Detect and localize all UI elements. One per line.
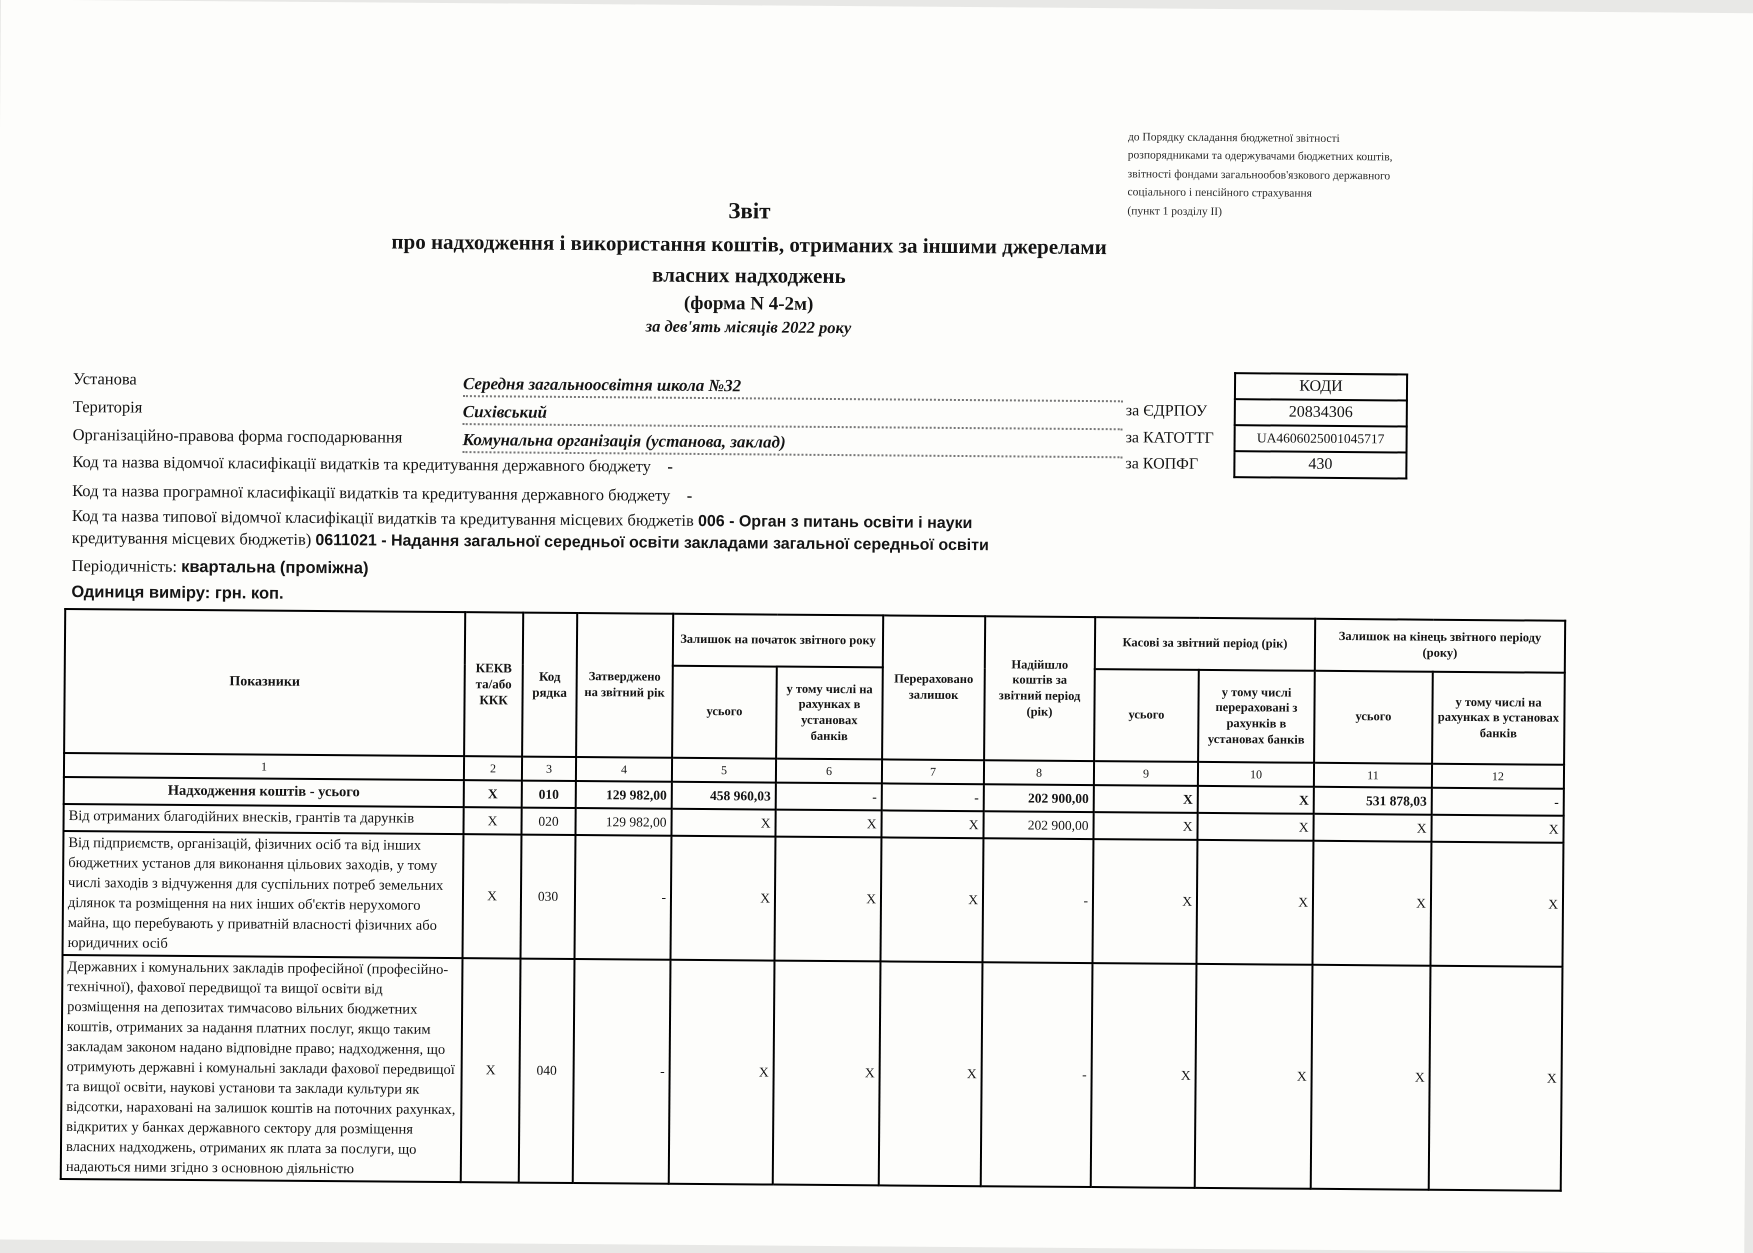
code-line-value: - [686, 485, 693, 505]
table-cell: X [1429, 966, 1563, 1191]
kekv-cell: X [461, 958, 521, 1182]
table-cell: X [775, 810, 881, 838]
col-header-kekv: КЕКВ та/або ККК [464, 612, 523, 756]
row-code-cell: 040 [519, 959, 575, 1183]
subcol-transferred-banks: у тому числі перераховані з рахунків в установах банків [1198, 670, 1315, 763]
col-num: 1 [64, 753, 464, 780]
col-num: 12 [1432, 764, 1564, 789]
subcol-total-end: усього [1314, 671, 1433, 764]
col-header-transferred: Перераховано залишок [882, 615, 985, 760]
table-cell: X [1198, 786, 1314, 814]
indicator-cell: Від підприємств, організацій, фізичних осіб та від інших бюджетних установ для виконання цільових заходів, у тому числі заходів з відчуження для суспільних потреб земельних ділянок та розміщення на них інших об'єктів нерухомого майна, що перебувають у приватній власності фізичних або юридичних осіб [63, 831, 464, 958]
col-num: 9 [1094, 761, 1198, 786]
col-num: 4 [576, 757, 672, 782]
table-cell: X [1430, 842, 1563, 967]
table-cell: X [1091, 963, 1197, 1188]
table-cell: X [774, 837, 881, 962]
table-cell: X [1195, 964, 1313, 1189]
periodicity-line [71, 556, 368, 578]
col-num: 10 [1198, 762, 1314, 787]
col-header-row-code: Код рядка [522, 613, 577, 757]
col-group-balance-end: Залишок на кінець звітного періоду (року) [1315, 619, 1565, 673]
note-line: до Порядку складання бюджетної звітності [1127, 131, 1340, 145]
table-cell: X [1094, 785, 1198, 813]
table-cell: - [575, 835, 672, 960]
table-cell: - [981, 962, 1093, 1187]
codes-header: КОДИ [1235, 373, 1407, 400]
form-number: (форма N 4-2м) [683, 292, 814, 315]
table-cell: 202 900,00 [984, 784, 1094, 812]
table-cell: X [1311, 965, 1431, 1190]
title-sub: власних надходжень [652, 262, 846, 289]
row-code-cell: 010 [522, 781, 576, 808]
institution-value: Середня загальноосвітня школа №32 [463, 374, 1123, 402]
table-row-030 [63, 831, 1564, 967]
subcol-banks-end: у тому числі на рахунках в установах банків [1432, 672, 1565, 765]
title-main: про надходження і використання коштів, отриманих за іншими джерелами [391, 229, 1107, 260]
table-cell: - [982, 838, 1093, 963]
edrpou-label: за ЄДРПОУ [1125, 402, 1208, 420]
unit-value: грн. коп. [214, 584, 284, 603]
codes-row [1234, 451, 1406, 478]
table-cell: 129 982,00 [576, 781, 672, 809]
title-word: Звіт [728, 198, 771, 224]
col-group-balance-start: Залишок на початок звітного року [673, 614, 883, 668]
state-budget-prog-class-line [72, 481, 692, 506]
code-line-label: кредитування місцевих бюджетів) [71, 528, 312, 549]
row-code-cell: 020 [521, 808, 575, 835]
table-cell: X [669, 960, 775, 1185]
periodicity-value: квартальна (проміжна) [181, 557, 369, 578]
note-line: соціального і пенсійного страхування [1127, 186, 1313, 200]
table-cell: X [1431, 815, 1563, 843]
kekv-cell: X [463, 834, 522, 958]
codes-box [1233, 372, 1408, 479]
state-budget-dept-class-line [72, 452, 673, 477]
table-cell: - [573, 959, 671, 1184]
code-line-value: - [667, 456, 674, 476]
col-header-approved: Затверджено на звітний рік [576, 613, 673, 758]
territory-value: Сихівський [463, 402, 1123, 430]
note-line: (пункт 1 розділу ІІ) [1127, 204, 1223, 218]
kekv-cell: X [464, 780, 522, 807]
subcol-banks-start: у тому числі на рахунках в установах банків [776, 667, 883, 760]
table-cell: X [1196, 840, 1313, 965]
row-code-cell: 030 [521, 835, 576, 959]
org-form-value: Комунальна організація (установа, заклад) [462, 430, 1122, 458]
indicator-cell: Від отриманих благодійних внесків, грантів та дарунків [63, 804, 463, 834]
table-cell: X [773, 961, 881, 1186]
code-line-label: Код та назва відомчої класифікації видатків та кредитування державного бюджету [72, 452, 652, 476]
table-cell: - [882, 783, 984, 811]
unit-line [71, 583, 283, 604]
table-cell: X [1197, 813, 1313, 841]
table-cell: X [671, 836, 776, 961]
kopfg-value: 430 [1234, 451, 1406, 478]
table-cell: X [1313, 814, 1431, 842]
table-cell: X [881, 810, 983, 838]
code-line-label: Код та назва програмної класифікації видатків та кредитування державного бюджету [72, 481, 671, 505]
org-form-label: Організаційно-правова форма господарювання [72, 425, 403, 447]
institution-label: Установа [72, 369, 137, 389]
header-row-groups [65, 609, 1565, 673]
col-num: 5 [672, 758, 776, 783]
table-cell: - [776, 783, 882, 811]
note-line: звітності фондами загальнообов'язкового державного [1127, 168, 1391, 183]
table-cell: X [1092, 839, 1197, 964]
col-num: 7 [882, 759, 984, 784]
dept-code-value: 006 - Орган з питань освіти і науки [697, 512, 973, 533]
col-group-cash: Касові за звітний період (рік) [1095, 617, 1315, 671]
table-cell: X [879, 961, 983, 1186]
col-header-indicators: Показники [64, 609, 465, 756]
table-cell: 202 900,00 [983, 811, 1093, 839]
table-cell: - [1432, 788, 1564, 816]
subcol-total-start: усього [672, 666, 777, 759]
col-num: 6 [776, 759, 882, 784]
col-num: 2 [464, 756, 522, 780]
table-cell: 129 982,00 [575, 808, 671, 836]
table-cell: X [1312, 841, 1431, 966]
col-num: 8 [984, 760, 1094, 785]
codes-row [1235, 425, 1407, 452]
col-num: 11 [1314, 763, 1432, 788]
katottg-value: UA4606025001045717 [1235, 425, 1407, 452]
katottg-label: за КАТОТТГ [1125, 429, 1214, 447]
indicator-cell: Надходження коштів - усього [64, 777, 464, 807]
note-line: розпорядниками та одержувачами бюджетних коштів, [1127, 149, 1393, 164]
code-line-label: Код та назва типової відомчої класифікації видатків та кредитування місцевих бюджетів [71, 506, 694, 530]
indicator-cell: Державних і комунальних закладів професійної (професійно-технічної), фахової передвищої та вищої освіти від розміщення на депозитах тимчасово вільних бюджетних коштів, отриманих за надання платних послуг, якщо таким закладам законом надано відповідне право; надходження, що отримують державні і комунальні заклади фахової передвищої та вищої освіти, наукові установи та заклади культури як відсотки, нараховані на залишок коштів на поточних рахунках, відкритих у банках державного сектору для розміщення власних надходжень, отриманих як плата за послуги, що надаються ними згідно з основною діяльністю [61, 955, 463, 1182]
report-period: за дев'ять місяців 2022 року [645, 316, 852, 338]
program-code-value: 0611021 - Надання загальної середньої освіти закладами загальної середньої освіти [315, 531, 989, 555]
table-cell: X [880, 837, 983, 962]
subcol-total-cash: усього [1094, 669, 1199, 762]
territory-label: Територія [72, 397, 143, 417]
edrpou-value: 20834306 [1235, 399, 1407, 426]
kopfg-label: за КОПФГ [1125, 455, 1199, 473]
table-cell: 458 960,03 [672, 782, 776, 810]
codes-row [1235, 399, 1407, 426]
table-cell: X [671, 809, 775, 837]
table-row-040 [61, 955, 1563, 1191]
table-cell: X [1093, 812, 1197, 840]
report-title [78, 193, 1419, 343]
col-header-received: Надійшло коштів за звітний період (рік) [984, 616, 1095, 761]
unit-label: Одиниця виміру: [71, 583, 211, 603]
codes-header-row [1235, 373, 1407, 400]
report-table [60, 608, 1566, 1192]
kekv-cell: X [463, 807, 521, 834]
table-cell: 531 878,03 [1314, 787, 1432, 815]
col-num: 3 [522, 757, 576, 781]
periodicity-label: Періодичність: [71, 556, 178, 576]
